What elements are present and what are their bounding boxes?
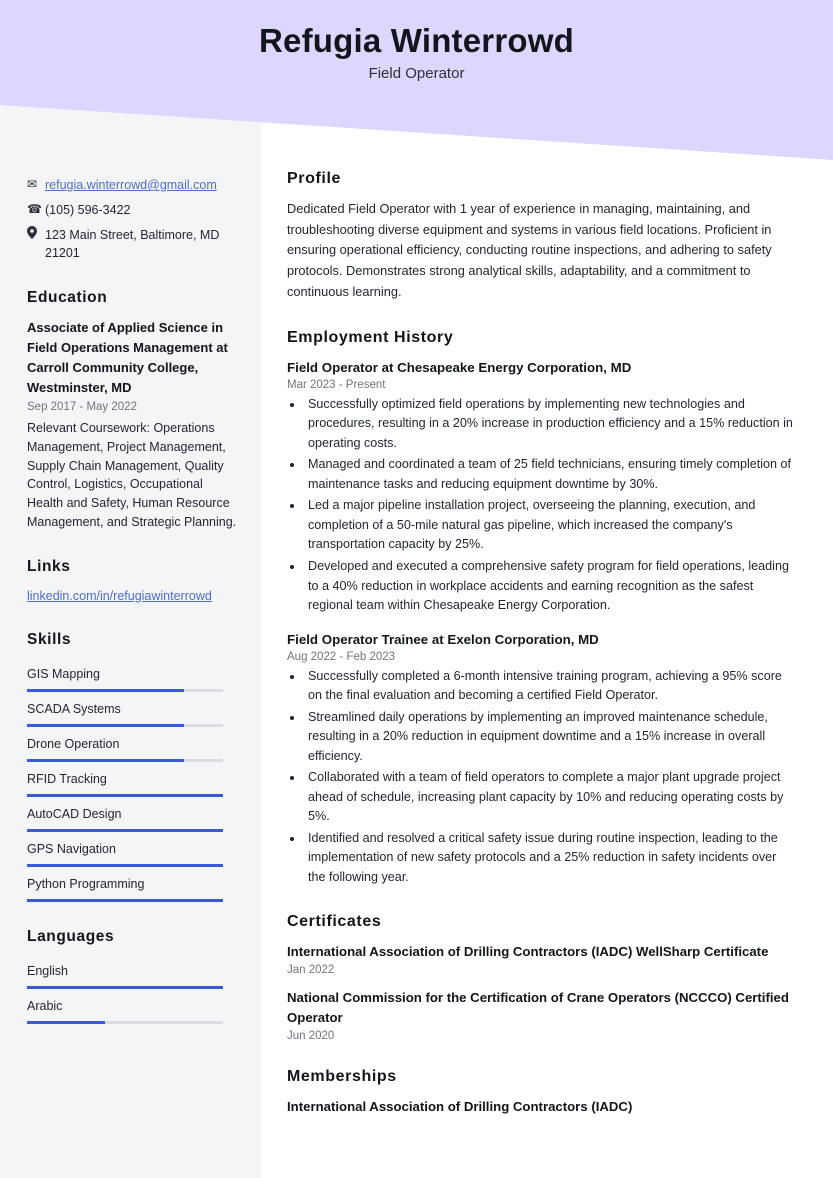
job-bullets — [287, 395, 795, 616]
memberships-section — [287, 1068, 795, 1117]
skill-label: AutoCAD Design — [27, 807, 122, 822]
skill-item — [27, 835, 241, 867]
skill-item — [27, 765, 241, 797]
contact-address — [27, 226, 241, 262]
certificates-heading: Certificates — [287, 913, 382, 931]
skill-label: Drone Operation — [27, 737, 120, 752]
languages-list — [27, 957, 241, 1024]
skill-label: GPS Navigation — [27, 842, 116, 857]
skill-item — [27, 695, 241, 727]
job-bullet: • Led a major pipeline installation project, overseeing the planning, execution, and completion of a 50-mile natural gas pipeline, which increased the company's transportation capacity by 25%. — [304, 496, 795, 555]
job-bullet: • Identified and resolved a critical safety issue during routine inspection, leading to the implementation of new safety protocols and a 25% reduction in safety incidents over the following year. — [304, 829, 795, 888]
skill-item — [27, 730, 241, 762]
job-bullets — [287, 667, 795, 888]
skill-bar — [27, 829, 223, 832]
language-bar — [27, 1021, 223, 1024]
header — [0, 0, 833, 105]
skill-bar — [27, 794, 223, 797]
profile-text: Dedicated Field Operator with 1 year of experience in managing, maintaining, and troubleshooting diverse equipment and systems in various field locations. Proficient in ensuring operational efficiency, conducting routine inspections, and adhering to safety protocols. Demonstrates strong analytical skills, adaptability, and a commitment to continuous learning. — [287, 201, 772, 299]
job-bullet: • Successfully completed a 6-month intensive training program, achieving a 95% score on the final evaluation and becoming a certified Field Operator. — [304, 667, 795, 706]
skill-item — [27, 660, 241, 692]
skills-heading: Skills — [27, 631, 72, 649]
language-label: English — [27, 964, 68, 979]
employment-section — [287, 329, 795, 888]
contact-email[interactable] — [27, 176, 241, 194]
skills-list — [27, 660, 241, 902]
skill-bar — [27, 899, 223, 902]
education-entry — [27, 318, 241, 532]
skill-label: GIS Mapping — [27, 667, 100, 682]
memberships-heading: Memberships — [287, 1067, 397, 1085]
sidebar — [0, 0, 261, 1178]
employment-entry — [287, 630, 795, 888]
contact-email-text[interactable]: refugia.winterrowd@gmail.com — [45, 178, 217, 192]
membership-item: International Association of Drilling Contractors (IADC) — [287, 1098, 633, 1114]
links-heading: Links — [27, 557, 71, 575]
education-date: Sep 2017 - May 2022 — [27, 401, 137, 414]
education-heading: Education — [27, 288, 108, 306]
skill-label: SCADA Systems — [27, 702, 121, 717]
skill-bar — [27, 689, 223, 692]
phone-icon: ☎ — [27, 202, 42, 217]
contact-phone — [27, 201, 241, 219]
contact-phone-text: (105) 596-3422 — [45, 203, 131, 218]
profile-section — [287, 170, 795, 303]
skill-label: RFID Tracking — [27, 772, 107, 787]
job-bullet: • Collaborated with a team of field operators to complete a major plant upgrade project ahead of schedule, increasing plant capacity by 10% and reducing operating costs by 5%. — [304, 768, 795, 827]
certificate-entry — [287, 988, 795, 1042]
employment-heading: Employment History — [287, 328, 454, 346]
job-title: Field Operator Trainee at Exelon Corporation, MD — [287, 631, 599, 647]
location-pin-icon — [27, 226, 45, 244]
language-bar — [27, 986, 223, 989]
certificate-entry — [287, 942, 795, 976]
email-icon: ✉ — [27, 177, 38, 191]
language-item — [27, 957, 241, 989]
job-date: Mar 2023 - Present — [287, 378, 386, 391]
job-date: Aug 2022 - Feb 2023 — [287, 650, 396, 663]
job-bullet: • Developed and executed a comprehensive safety program for field operations, leading to a 40% reduction in workplace accidents and earning recognition as the safest regional team within Chesapeake Energy Corporation. — [304, 557, 795, 616]
skill-bar — [27, 724, 223, 727]
contact-list — [27, 176, 241, 263]
employment-entry — [287, 358, 795, 616]
certificate-title: National Commission for the Certification of Crane Operators (NCCCO) Certified Operator — [287, 990, 789, 1026]
contact-address-text: 123 Main Street, Baltimore, MD 21201 — [45, 228, 220, 261]
header-subtitle: Field Operator — [368, 65, 465, 83]
profile-heading: Profile — [287, 170, 341, 187]
certificate-title: International Association of Drilling Contractors (IADC) WellSharp Certificate — [287, 944, 769, 960]
skill-item — [27, 800, 241, 832]
page-title: Refugia Winterrowd — [259, 21, 574, 59]
language-item — [27, 992, 241, 1024]
education-school: Associate of Applied Science in Field Operations Management at Carroll Community College, Westminster, MD — [27, 319, 228, 395]
skill-bar — [27, 759, 223, 762]
certificate-date: Jan 2022 — [287, 964, 335, 977]
skill-item — [27, 870, 241, 902]
job-bullet: • Streamlined daily operations by implementing an improved maintenance schedule, resulting in a 20% reduction in equipment downtime and a 15% increase in overall efficiency. — [304, 708, 795, 767]
language-label: Arabic — [27, 999, 63, 1014]
link-item-linkedin[interactable]: linkedin.com/in/refugiawinterrowd — [27, 588, 212, 603]
skill-bar — [27, 864, 223, 867]
job-title: Field Operator at Chesapeake Energy Corporation, MD — [287, 359, 632, 375]
skill-label: Python Programming — [27, 877, 145, 892]
languages-heading: Languages — [27, 928, 115, 946]
certificates-section — [287, 913, 795, 1041]
education-description: Relevant Coursework: Operations Management, Project Management, Supply Chain Management, Quality Control, Logistics, Occupational Health and Safety, Human Resource Management, and Strategic Planning. — [27, 421, 237, 529]
job-bullet: • Successfully optimized field operations by implementing new technologies and procedures, resulting in a 20% increase in production efficiency and a 15% reduction in operating costs. — [304, 395, 795, 454]
certificate-date: Jun 2020 — [287, 1029, 335, 1042]
job-bullet: • Managed and coordinated a team of 25 field technicians, ensuring timely completion of maintenance tasks and reducing equipment downtime by 30%. — [304, 455, 795, 494]
main-content — [261, 0, 833, 1178]
